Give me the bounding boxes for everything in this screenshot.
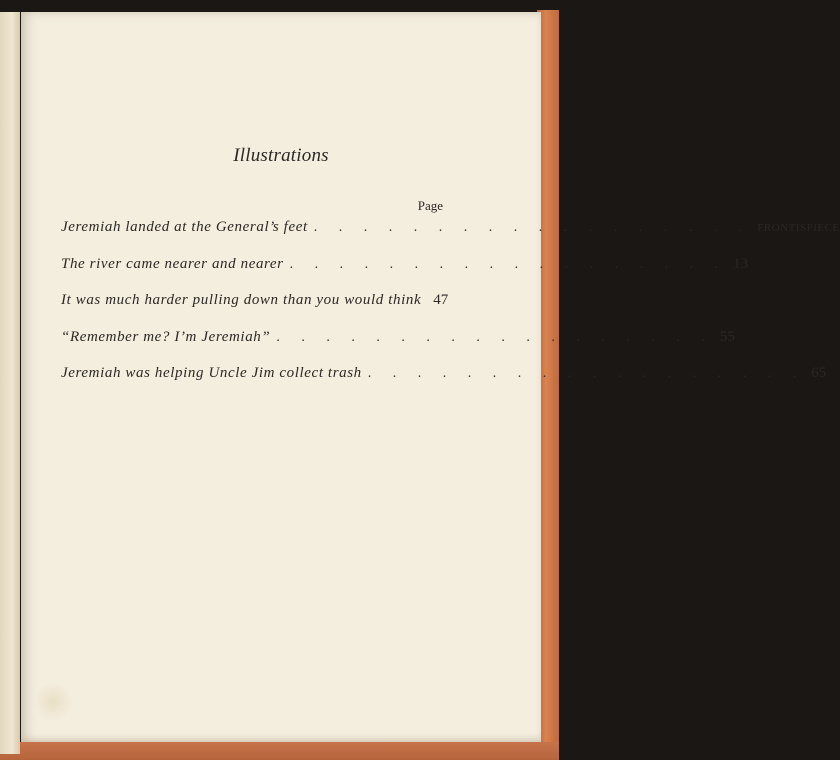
dot-leader: . . . . . . . . . . . . . . . . . . [289,256,728,272]
paper-stain [33,682,73,722]
list-item [61,255,749,293]
list-item [61,328,735,366]
dot-leader: . . . . . . . . . . . . . . . . . . [313,220,752,235]
illustration-caption: Jeremiah was helping Uncle Jim collect trash [61,365,362,381]
illustration-caption: The river came nearer and nearer [61,255,284,272]
list-item [61,365,827,402]
book-cover-bottom [0,742,559,760]
illustration-page: 65 [811,365,827,381]
illustration-page: 13 [733,255,749,272]
dot-leader: . . . . . . . . . . . . . . . . . . [276,329,714,345]
book-page [21,12,840,742]
dot-leader: . . . . . . . . . . . . . . . . . . [367,366,806,381]
illustration-page: FRONTISPIECE [757,222,840,234]
illustration-caption: “Remember me? I’m Jeremiah” [61,328,271,345]
list-item [61,219,840,256]
illustration-page: 55 [719,328,735,345]
page-title: Illustrations [233,145,329,166]
illustration-caption: It was much harder pulling down than you would think [61,292,422,308]
illustration-caption: Jeremiah landed at the General’s feet [61,219,308,235]
facing-page-edge [0,12,20,754]
page-column-label: Page [417,198,443,213]
list-item [61,292,449,329]
illustration-page: 47 [433,292,449,308]
illustrations-list [61,219,840,402]
